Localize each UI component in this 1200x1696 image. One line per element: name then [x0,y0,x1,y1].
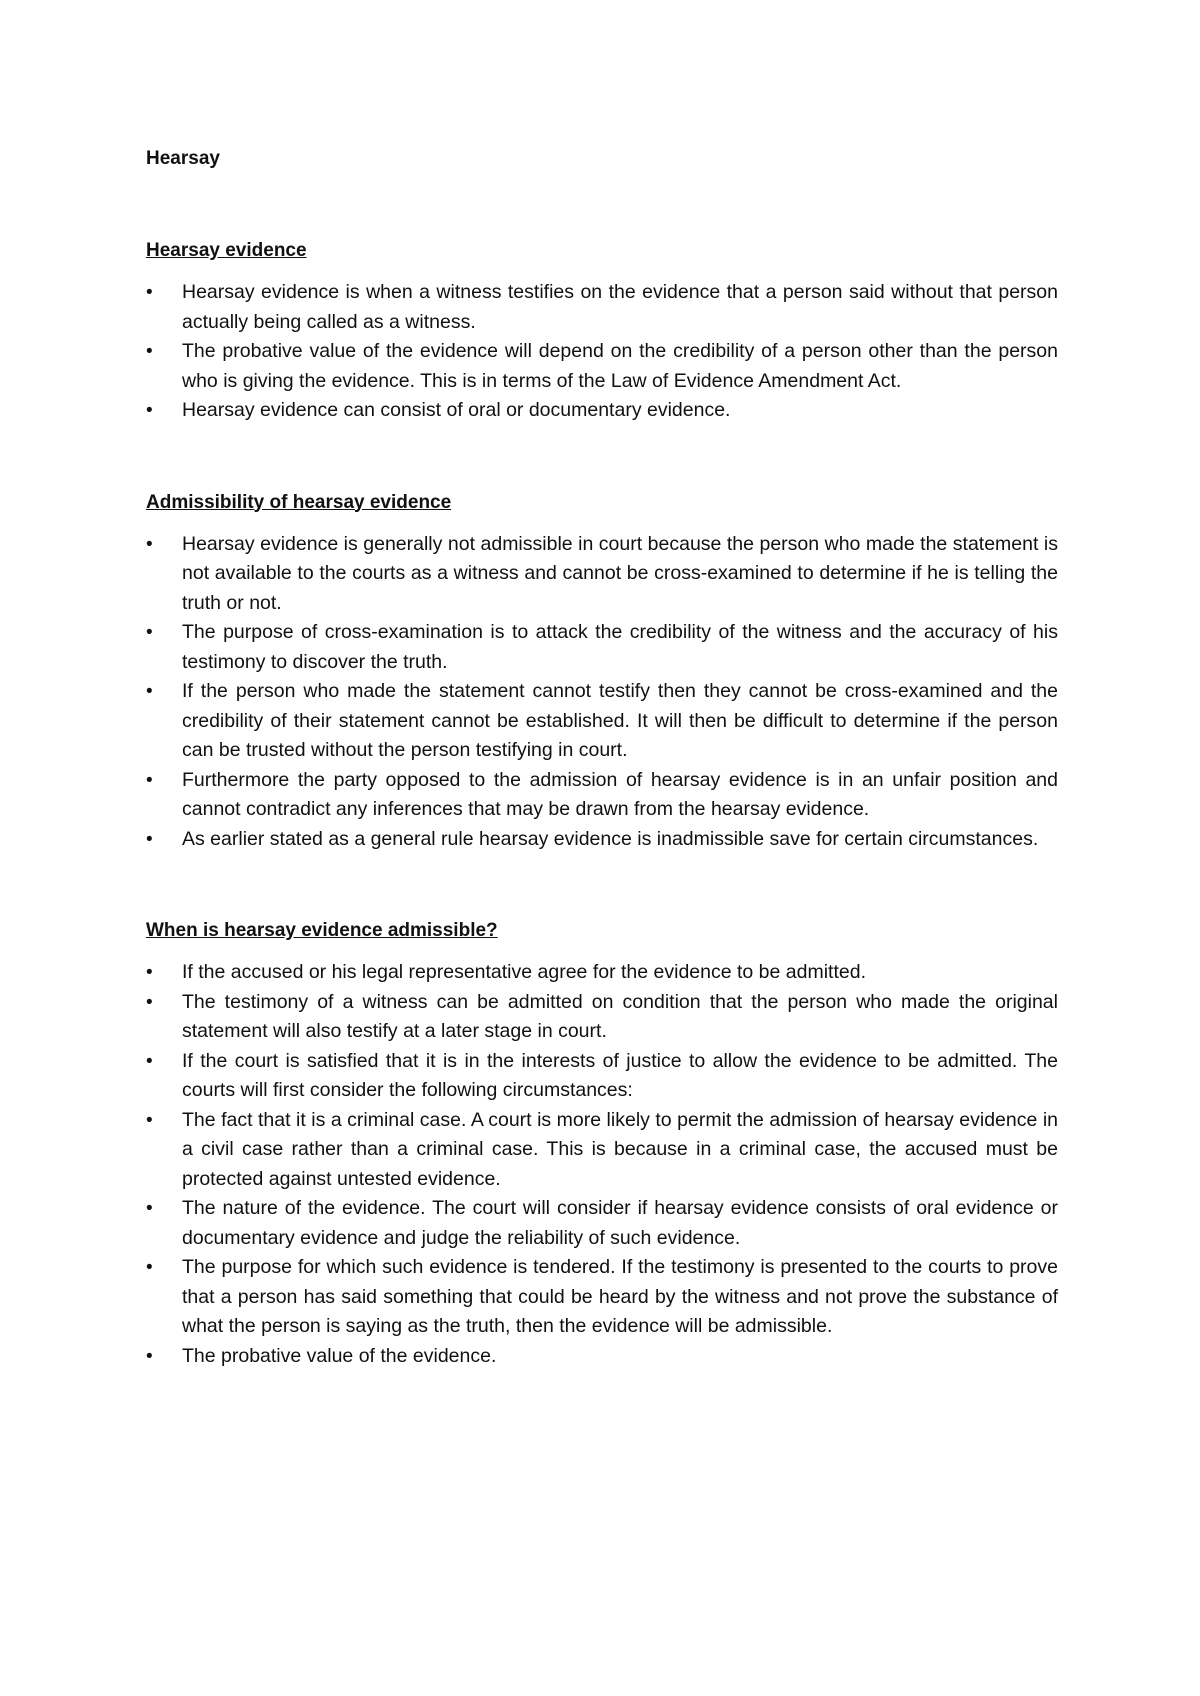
section-when-admissible [146,914,1058,1371]
document-page [146,142,1058,1371]
list-item: • Hearsay evidence is generally not admissible in court because the person who made the statement is not available to the courts as a witness and cannot be cross-examined to determine if he is telling the truth or not. [146,530,1058,619]
list-item: • The purpose for which such evidence is tendered. If the testimony is presented to the courts to prove that a person has said something that could be heard by the witness and not prove the substance of what the person is saying as the truth, then the evidence will be admissible. [146,1253,1058,1342]
list-item: • The testimony of a witness can be admitted on condition that the person who made the original statement will also testify at a later stage in court. [146,988,1058,1047]
bullet-list [146,958,1058,1371]
list-item: • If the person who made the statement cannot testify then they cannot be cross-examined and the credibility of their statement cannot be established. It will then be difficult to determine if the person can be trusted without the person testifying in court. [146,677,1058,766]
document-title: Hearsay [146,148,220,169]
list-item: • The purpose of cross-examination is to attack the credibility of the witness and the accuracy of his testimony to discover the truth. [146,618,1058,677]
section-admissibility [146,486,1058,855]
bullet-list [146,278,1058,426]
list-item: • The probative value of the evidence. [146,1342,1058,1372]
list-item: • Furthermore the party opposed to the admission of hearsay evidence is in an unfair position and cannot contradict any inferences that may be drawn from the hearsay evidence. [146,766,1058,825]
section-heading: Hearsay evidence [146,240,307,261]
list-item: • If the court is satisfied that it is in the interests of justice to allow the evidence to be admitted. The courts will first consider the following circumstances: [146,1047,1058,1106]
bullet-list [146,530,1058,855]
title-block [146,142,1058,176]
list-item: • As earlier stated as a general rule hearsay evidence is inadmissible save for certain circumstances. [146,825,1058,855]
section-heading: When is hearsay evidence admissible? [146,920,498,941]
list-item: • The fact that it is a criminal case. A court is more likely to permit the admission of hearsay evidence in a civil case rather than a criminal case. This is because in a criminal case, the accused must be protected against untested evidence. [146,1106,1058,1195]
section-hearsay-evidence [146,234,1058,426]
list-item: • The nature of the evidence. The court will consider if hearsay evidence consists of oral evidence or documentary evidence and judge the reliability of such evidence. [146,1194,1058,1253]
list-item: • If the accused or his legal representative agree for the evidence to be admitted. [146,958,1058,988]
list-item: • Hearsay evidence can consist of oral or documentary evidence. [146,396,1058,426]
section-heading: Admissibility of hearsay evidence [146,491,452,513]
list-item: • Hearsay evidence is when a witness testifies on the evidence that a person said without that person actually being called as a witness. [146,278,1058,337]
list-item: • The probative value of the evidence will depend on the credibility of a person other than the person who is giving the evidence. This is in terms of the Law of Evidence Amendment Act. [146,337,1058,396]
